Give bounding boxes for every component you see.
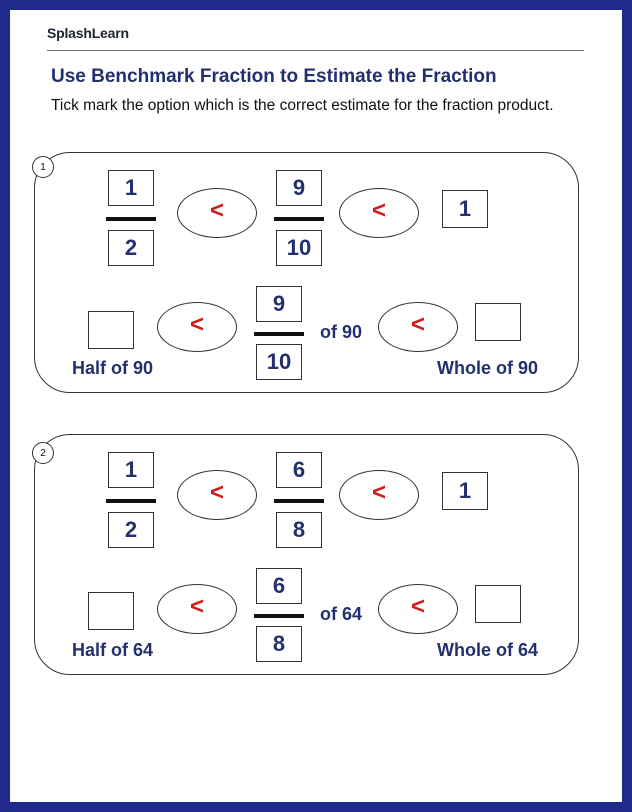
- worksheet-page: [10, 10, 622, 802]
- fraction-bar: [254, 614, 304, 618]
- header-divider: [47, 50, 584, 51]
- product-numerator: 9: [256, 286, 302, 322]
- product-numerator: 6: [256, 568, 302, 604]
- fraction-bar: [274, 499, 324, 503]
- problem-number-badge: 2: [32, 442, 54, 464]
- of-number-text: of 90: [320, 322, 363, 342]
- splashlearn-logo: SplashLearn: [47, 25, 129, 41]
- benchmark-numerator: 1: [108, 170, 154, 206]
- whole-label: Whole of 64: [437, 640, 539, 660]
- benchmark-denominator: 2: [108, 512, 154, 548]
- benchmark-numerator: 1: [108, 452, 154, 488]
- worksheet-title: Use Benchmark Fraction to Estimate the Fraction: [51, 66, 497, 87]
- tick-box-half[interactable]: [88, 592, 134, 630]
- fraction-denominator: 8: [276, 512, 322, 548]
- whole-value-box: 1: [442, 472, 488, 510]
- problem-number-badge: 1: [32, 156, 54, 178]
- fraction-bar: [274, 217, 324, 221]
- fraction-denominator: 10: [276, 230, 322, 266]
- half-label: Half of 90: [72, 358, 154, 378]
- comparison-symbol: <: [157, 302, 237, 352]
- fraction-bar: [254, 332, 304, 336]
- half-label: Half of 64: [72, 640, 154, 660]
- of-number-text: of 64: [320, 604, 363, 624]
- comparison-symbol: <: [378, 302, 458, 352]
- comparison-symbol: <: [378, 584, 458, 634]
- tick-box-whole[interactable]: [475, 303, 521, 341]
- comparison-symbol: <: [177, 470, 257, 520]
- tick-box-whole[interactable]: [475, 585, 521, 623]
- fraction-bar: [106, 217, 156, 221]
- whole-label: Whole of 90: [437, 358, 539, 378]
- product-denominator: 8: [256, 626, 302, 662]
- comparison-symbol: <: [339, 470, 419, 520]
- fraction-bar: [106, 499, 156, 503]
- worksheet-instruction: Tick mark the option which is the correct estimate for the fraction product.: [51, 97, 554, 114]
- fraction-numerator: 6: [276, 452, 322, 488]
- comparison-symbol: <: [157, 584, 237, 634]
- whole-value-box: 1: [442, 190, 488, 228]
- benchmark-denominator: 2: [108, 230, 154, 266]
- comparison-symbol: <: [339, 188, 419, 238]
- fraction-numerator: 9: [276, 170, 322, 206]
- tick-box-half[interactable]: [88, 311, 134, 349]
- product-denominator: 10: [256, 344, 302, 380]
- comparison-symbol: <: [177, 188, 257, 238]
